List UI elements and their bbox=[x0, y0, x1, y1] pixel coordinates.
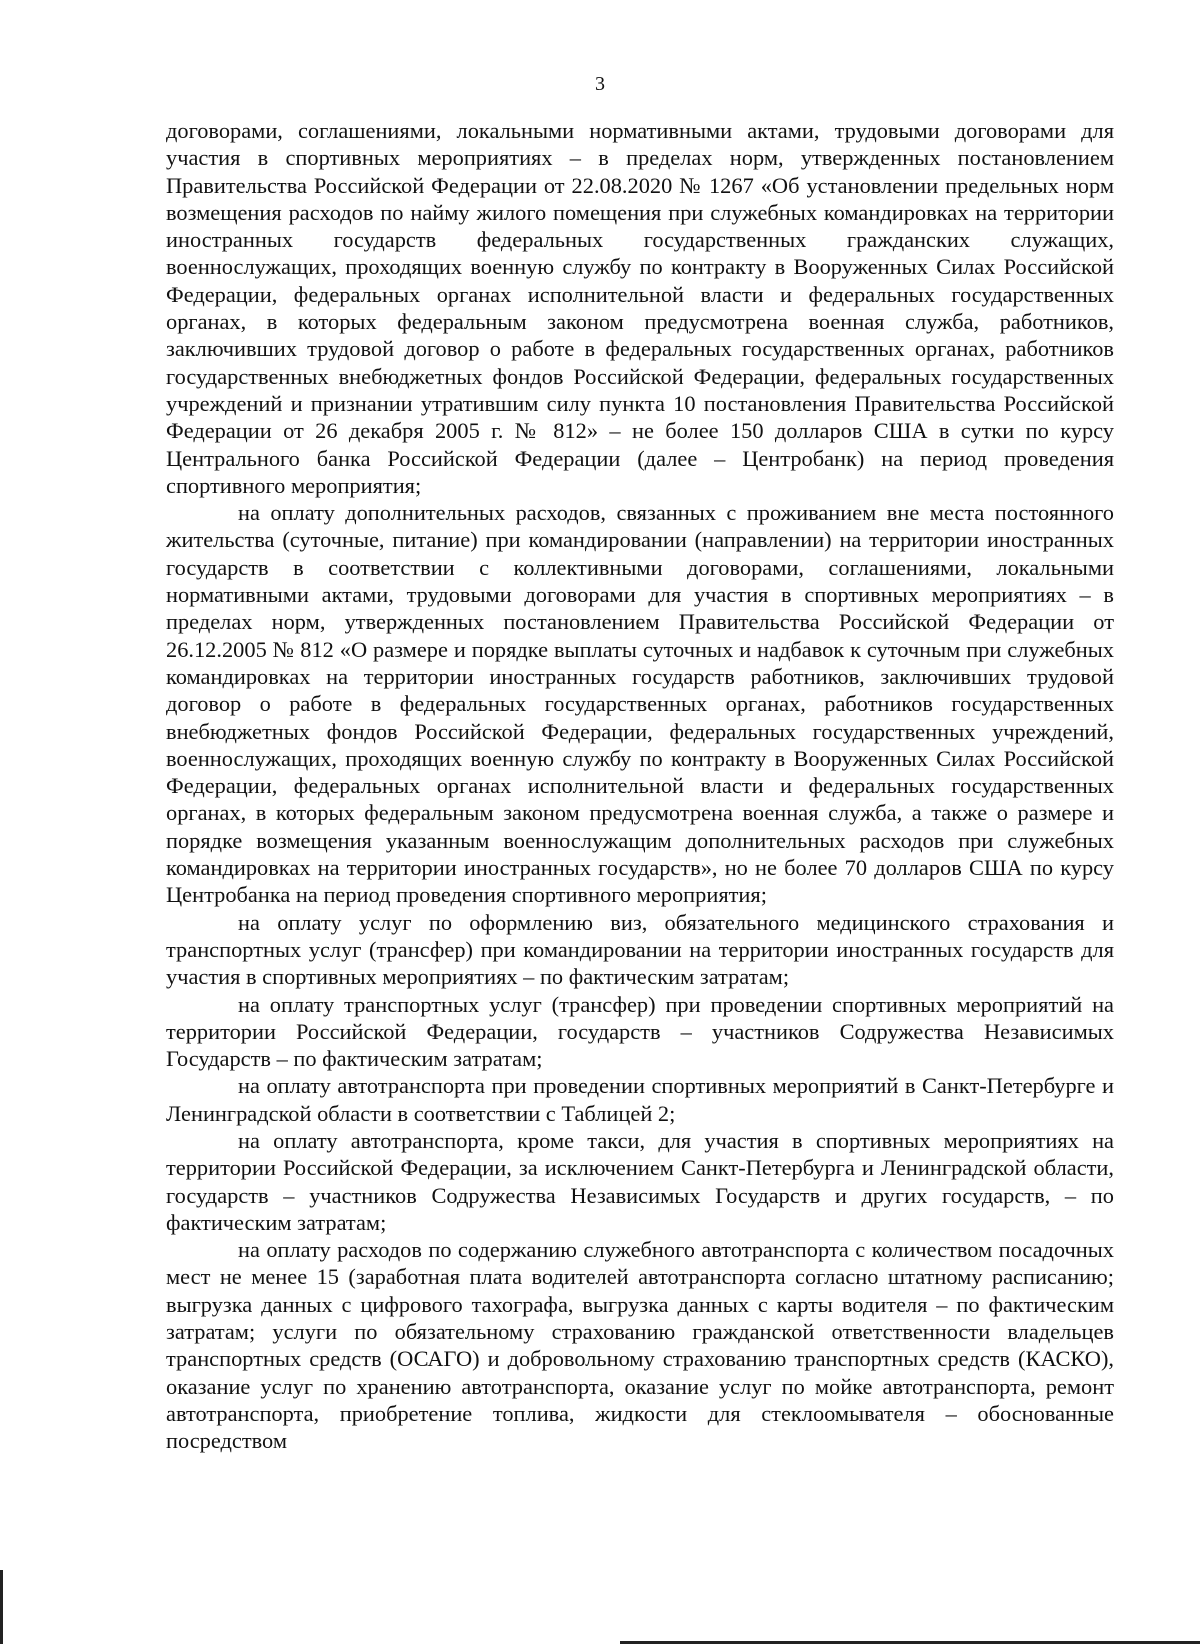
paragraph-continuation: договорами, соглашениями, локальными нормативными актами, трудовыми договорами для участия в спортивных мероприятиях – в пределах норм, утвержденных постановлением Правительства Российской Федерации от 22.08.2020 № 1267 «Об установлении предельных норм возмещения расходов по найму жилого помещения при служебных командировках на территории иностранных государств федеральных государственных гражданских служащих, военнослужащих, проходящих военную службу по контракту в Вооруженных Силах Российской Федерации, федеральных органах исполнительной власти и федеральных государственных органах, в которых федеральным законом предусмотрена военная служба, работников, заключивших трудовой договор о работе в федеральных государственных органах, работников государственных внебюджетных фондов Российской Федерации, федеральных государственных учреждений и признании утратившим силу пункта 10 постановления Правительства Российской Федерации от 26 декабря 2005 г. № 812» – не более 150 долларов США в сутки по курсу Центрального банка Российской Федерации (далее – Центробанк) на период проведения спортивного мероприятия; bbox=[166, 118, 1114, 498]
scan-edge-mark-left bbox=[0, 1570, 3, 1644]
paragraph-transport-other: на оплату автотранспорта, кроме такси, для участия в спортивных мероприятиях на территории Российской Федерации, за исключением Санкт-Петербурга и Ленинградской области, государств – участников Содружества Независимых Государств и других государств, – по фактическим затратам; bbox=[166, 1127, 1114, 1235]
paragraph-daily-allowance: на оплату дополнительных расходов, связанных с проживанием вне места постоянного жительства (суточные, питание) при командировании (направлении) на территории иностранных государств в соответствии с коллективными договорами, соглашениями, локальными нормативными актами, трудовыми договорами для участия в спортивных мероприятиях – в пределах норм, утвержденных постановлением Правительства Российской Федерации от 26.12.2005 № 812 «О размере и порядке выплаты суточных и надбавок к суточным при служебных командировках на территории иностранных государств работников, заключивших трудовой договор о работе в федеральных государственных органах, работников государственных внебюджетных фондов Российской Федерации, федеральных государственных учреждений, военнослужащих, проходящих военную службу по контракту в Вооруженных Силах Российской Федерации, федеральных органах исполнительной власти и федеральных государственных органах, в которых федеральным законом предусмотрена военная служба, а также о размере и порядке возмещения указанным военнослужащим дополнительных расходов при служебных командировках на территории иностранных государств», но не более 70 долларов США по курсу Центробанка на период проведения спортивного мероприятия; bbox=[166, 500, 1114, 908]
paragraph-visa-insurance: на оплату услуг по оформлению виз, обязательного медицинского страхования и транспортных услуг (трансфер) при командировании на территории иностранных государств для участия в спортивных мероприятиях – по фактическим затратам; bbox=[166, 909, 1114, 990]
document-body bbox=[166, 117, 1114, 1455]
paragraph-transfer-cis: на оплату транспортных услуг (трансфер) при проведении спортивных мероприятий на территории Российской Федерации, государств – участников Содружества Независимых Государств – по фактическим затратам; bbox=[166, 991, 1114, 1072]
paragraph-vehicle-maintenance: на оплату расходов по содержанию служебного автотранспорта с количеством посадочных мест не менее 15 (заработная плата водителей автотранспорта согласно штатному расписанию; выгрузка данных с цифрового тахографа, выгрузка данных с карты водителя – по фактическим затратам; услуги по обязательному страхованию гражданской ответственности владельцев транспортных средств (ОСАГО) и добровольному страхованию транспортных средств (КАСКО), оказание услуг по хранению автотранспорта, оказание услуг по мойке автотранспорта, ремонт автотранспорта, приобретение топлива, жидкости для стеклоомывателя – обоснованные посредством bbox=[166, 1237, 1114, 1454]
paragraph-transport-spb: на оплату автотранспорта при проведении спортивных мероприятий в Санкт-Петербурге и Ленинградской области в соответствии с Таблицей 2; bbox=[166, 1073, 1114, 1126]
page-number: 3 bbox=[595, 73, 605, 95]
